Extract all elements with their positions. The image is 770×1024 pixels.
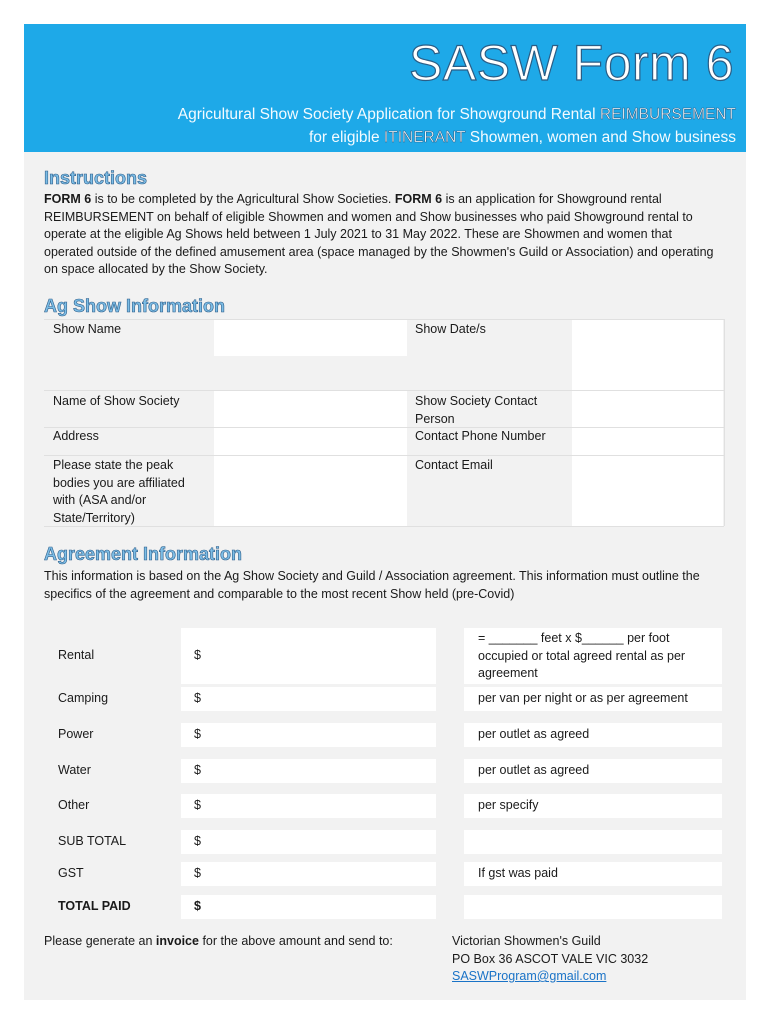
agreement-note-field[interactable] — [464, 723, 722, 747]
contact-email-field[interactable] — [572, 456, 723, 526]
guild-address-block — [452, 933, 732, 986]
currency-symbol: $ — [194, 727, 201, 741]
agreement-amount-field[interactable] — [181, 895, 436, 919]
form-title: SASW Form 6 — [409, 35, 734, 91]
agreement-note-field[interactable] — [464, 759, 722, 783]
form-subtitle-line2: for eligible ITINERANT Showmen, women and Show business — [308, 129, 736, 146]
contact-person-field[interactable] — [572, 391, 723, 427]
agreement-amount-field[interactable] — [181, 862, 436, 886]
agreement-note-field[interactable] — [464, 628, 722, 684]
agreement-row-label: Other — [58, 798, 90, 812]
guild-name: Victorian Showmen's Guild — [452, 934, 601, 948]
invoice-instruction: Please generate an invoice for the above amount and send to: — [44, 934, 393, 948]
agreement-amount-field[interactable] — [181, 794, 436, 818]
show-dates-label: Show Date/s — [415, 322, 486, 336]
agreement-amount-field[interactable] — [181, 628, 436, 684]
agreement-row-label: Water — [58, 763, 91, 777]
agreement-row-label: Rental — [58, 648, 95, 662]
show-name-field[interactable] — [214, 320, 407, 356]
contact-phone-label: Contact Phone Number — [415, 429, 546, 443]
show-dates-field[interactable] — [572, 320, 723, 390]
guild-address: PO Box 36 ASCOT VALE VIC 3032 — [452, 951, 649, 966]
currency-symbol: $ — [194, 834, 201, 848]
guild-email-link[interactable]: SASWProgram@gmail.com — [452, 969, 607, 983]
header-banner — [24, 24, 746, 152]
agreement-heading: Agreement Information — [44, 544, 243, 564]
currency-symbol: $ — [194, 763, 201, 777]
peak-bodies-field[interactable] — [214, 456, 407, 526]
show-name-label: Show Name — [53, 322, 122, 336]
contact-email-label: Contact Email — [415, 458, 493, 472]
agreement-amount-field[interactable] — [181, 723, 436, 747]
agreement-row-label: Power — [58, 727, 94, 741]
agreement-note-field[interactable] — [464, 895, 722, 919]
agreement-amount-field[interactable] — [181, 759, 436, 783]
society-name-field[interactable] — [214, 391, 407, 427]
agreement-note-text: per van per night or as per agreement — [478, 691, 688, 705]
agreement-note-field[interactable] — [464, 794, 722, 818]
society-name-label: Name of Show Society — [53, 394, 180, 408]
agreement-row-label: Camping — [58, 691, 109, 705]
currency-symbol: $ — [194, 798, 201, 812]
agreement-amount-field[interactable] — [181, 687, 436, 711]
address-label: Address — [53, 429, 99, 443]
contact-phone-field[interactable] — [572, 428, 723, 455]
agreement-note-text: per specify — [478, 798, 539, 812]
instructions-heading: Instructions — [44, 168, 148, 188]
instructions-text: FORM 6 is to be completed by the Agricultural Show Societies. FORM 6 is an application for Showground rental REIMBURSEMENT on behalf of eligible Showmen and women and Show businesses who paid Showground rental to operate at the eligible Ag Shows held between 1 July 2021 to 31 May 2022. These are Showmen and women that operated outside of the defined amusement area (space managed by the Showmen's Guild or Association) and operating on space allocated by the Show Society. — [44, 192, 714, 276]
currency-symbol: $ — [194, 899, 201, 913]
form-subtitle-line1: Agricultural Show Society Application for Showground Rental REIMBURSEMENT — [177, 106, 736, 123]
peak-bodies-label: Please state the peak bodies you are affiliated with (ASA and/or State/Territory) — [53, 458, 185, 525]
form-page — [24, 24, 746, 1000]
agreement-amount-field[interactable] — [181, 830, 436, 854]
contact-person-label: Show Society Contact Person — [415, 394, 538, 426]
address-field[interactable] — [214, 428, 407, 455]
agreement-intro: This information is based on the Ag Show Society and Guild / Association agreement. This information must outline the specifics of the agreement and comparable to the most recent Show held (pre-Covid) — [44, 569, 700, 601]
agreement-note-field[interactable] — [464, 862, 722, 886]
agreement-row-label: GST — [58, 866, 84, 880]
agreement-row-label: SUB TOTAL — [58, 834, 127, 848]
agreement-row-label: TOTAL PAID — [58, 899, 131, 913]
currency-symbol: $ — [194, 691, 201, 705]
agreement-note-text: If gst was paid — [478, 866, 558, 880]
ag-show-heading: Ag Show Information — [44, 296, 225, 316]
agreement-note-field[interactable] — [464, 687, 722, 711]
currency-symbol: $ — [194, 866, 201, 880]
agreement-note-text: per outlet as agreed — [478, 727, 590, 741]
agreement-note-field[interactable] — [464, 830, 722, 854]
table-divider — [724, 319, 725, 526]
agreement-note-text: = _______ feet x $______ per foot occupied or total agreed rental as per agreement — [478, 631, 686, 680]
agreement-note-text: per outlet as agreed — [478, 763, 590, 777]
currency-symbol: $ — [194, 648, 201, 662]
